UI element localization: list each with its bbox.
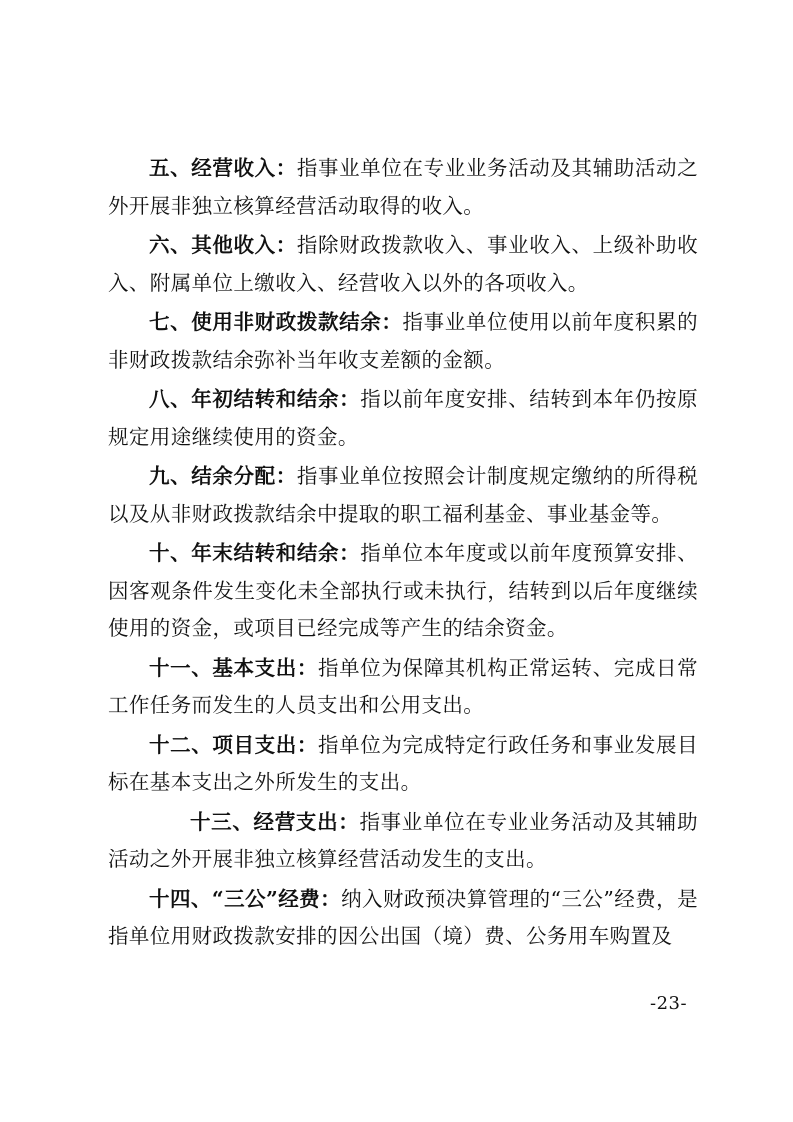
paragraph-operating-income	[108, 150, 698, 225]
term-separator: ：	[320, 886, 342, 911]
document-body	[108, 150, 698, 956]
term-heading: 五、经营收入	[149, 156, 276, 180]
term-definition: 指单位为保障其机构正常运转、完成日常工作任务而发生的人员支出和公用支出。	[108, 655, 698, 717]
term-separator: ：	[296, 732, 318, 757]
term-definition: 指事业单位在专业业务活动及其辅助活动之外开展非独立核算经营活动取得的收入。	[108, 156, 698, 218]
term-separator: ：	[338, 809, 360, 834]
term-separator: ：	[339, 541, 361, 565]
term-heading: 六、其他收入	[149, 233, 276, 257]
paragraph-three-public-expenses	[108, 881, 698, 956]
page-number: -23-	[650, 993, 688, 1014]
term-definition: 指事业单位按照会计制度规定缴纳的所得税以及从非财政拨款结余中提取的职工福利基金、事业基金等。	[108, 464, 698, 526]
term-separator: ：	[275, 233, 297, 257]
term-heading: 十二、项目支出	[149, 732, 297, 757]
term-separator: ：	[275, 156, 297, 180]
term-heading: 十、年末结转和结余	[149, 541, 340, 565]
term-definition: 指单位为完成特定行政任务和事业发展目标在基本支出之外所发生的支出。	[108, 732, 698, 794]
term-separator: ：	[381, 310, 403, 334]
term-definition: 纳入财政预决算管理的“三公”经费，是指单位用财政拨款安排的因公出国（境）费、公务用车购置及	[108, 886, 698, 948]
paragraph-closing-carryover	[108, 535, 698, 648]
paragraph-opening-carryover	[108, 381, 698, 456]
paragraph-operating-expenditure	[108, 804, 698, 879]
term-definition: 指除财政拨款收入、事业收入、上级补助收入、附属单位上缴收入、经营收入以外的各项收入。	[108, 233, 698, 295]
term-heading: 七、使用非财政拨款结余	[149, 310, 382, 334]
paragraph-non-fiscal-surplus-use	[108, 304, 698, 379]
paragraph-basic-expenditure	[108, 650, 698, 725]
paragraph-other-income	[108, 227, 698, 302]
term-definition: 指事业单位使用以前年度积累的非财政拨款结余弥补当年收支差额的金额。	[108, 310, 698, 372]
term-definition: 指以前年度安排、结转到本年仍按原规定用途继续使用的资金。	[108, 387, 698, 449]
term-heading: 十四、“三公”经费	[149, 886, 321, 911]
term-definition: 指事业单位在专业业务活动及其辅助活动之外开展非独立核算经营活动发生的支出。	[108, 809, 698, 871]
term-heading: 八、年初结转和结余	[149, 387, 340, 411]
paragraph-project-expenditure	[108, 727, 698, 802]
term-heading: 十一、基本支出	[149, 655, 297, 680]
term-heading: 十三、经营支出	[190, 809, 339, 834]
term-separator: ：	[296, 655, 318, 680]
term-definition: 指单位本年度或以前年度预算安排、因客观条件发生变化未全部执行或未执行，结转到以后年度继续使用的资金，或项目已经完成等产生的结余资金。	[108, 541, 698, 640]
term-separator: ：	[339, 387, 361, 411]
term-heading: 九、结余分配	[149, 464, 276, 488]
paragraph-surplus-distribution	[108, 458, 698, 533]
term-separator: ：	[275, 464, 297, 488]
